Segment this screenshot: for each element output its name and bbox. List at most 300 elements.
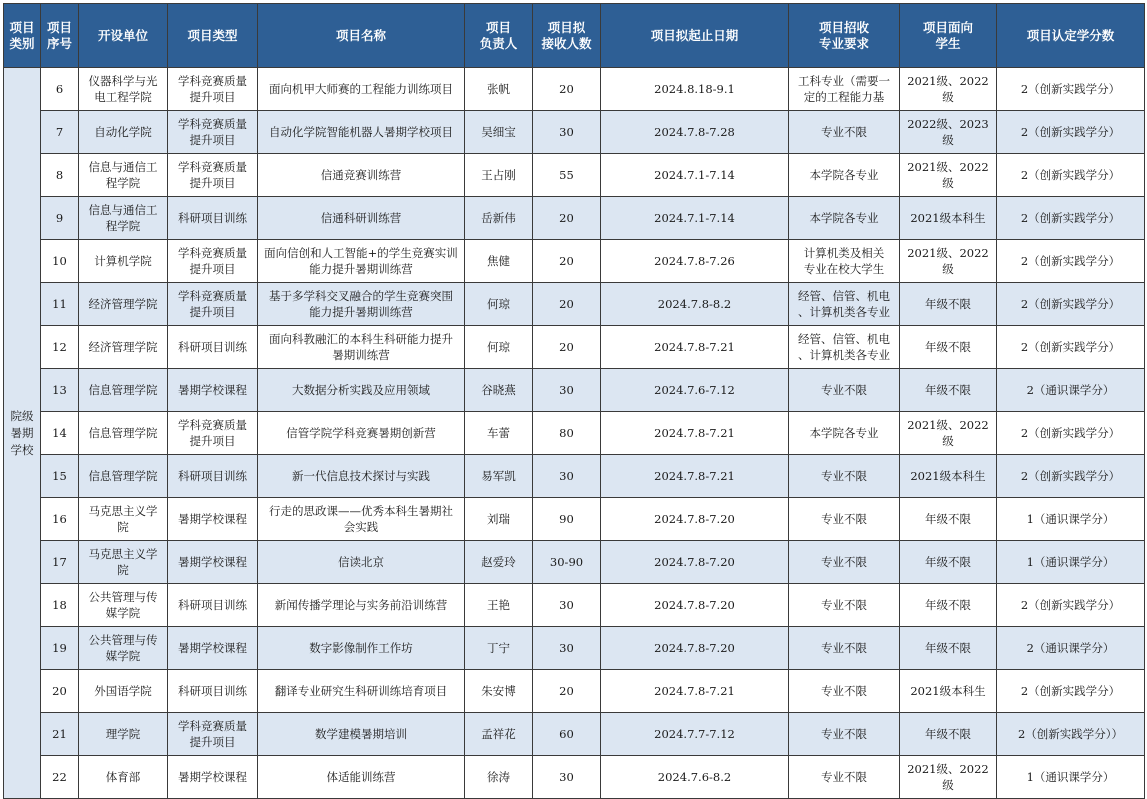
project-unit: 自动化学院 — [94, 125, 152, 139]
project-capacity: 30 — [559, 770, 574, 784]
project-number-cell — [41, 541, 79, 584]
header-dates: 项目拟起止日期 — [601, 4, 789, 68]
project-unit-cell — [79, 498, 168, 541]
project-type-cell — [168, 455, 258, 498]
project-name-cell — [258, 412, 465, 455]
project-target-students-cell — [900, 68, 997, 111]
project-credits: 2（创新实践学分） — [1020, 340, 1121, 354]
project-number-cell — [41, 756, 79, 799]
project-leader-cell — [465, 240, 533, 283]
project-dates-cell — [601, 240, 789, 283]
project-number: 6 — [55, 82, 64, 96]
project-capacity: 20 — [559, 297, 574, 311]
project-leader-cell — [465, 713, 533, 756]
project-name: 面向机甲大师赛的工程能力训练项目 — [269, 82, 453, 96]
project-name: 信通科研训练营 — [320, 211, 402, 225]
project-credits: 2（创新实践学分） — [1020, 684, 1121, 698]
table-row — [4, 68, 1145, 111]
project-number: 16 — [52, 512, 67, 526]
project-major-requirement-cell — [789, 541, 900, 584]
project-dates: 2024.7.8-7.20 — [654, 641, 735, 655]
project-unit-cell — [79, 240, 168, 283]
project-target-students: 2021级、2022级 — [907, 761, 989, 792]
project-type: 暑期学校课程 — [178, 555, 247, 569]
project-credits-cell — [997, 412, 1145, 455]
project-leader-cell — [465, 756, 533, 799]
project-major-requirement: 专业不限 — [821, 641, 867, 655]
project-dates: 2024.7.1-7.14 — [654, 168, 735, 182]
project-unit-cell — [79, 111, 168, 154]
project-number: 14 — [52, 426, 67, 440]
header-major-requirement: 项目招收 专业要求 — [789, 4, 900, 68]
project-dates-cell — [601, 369, 789, 412]
project-unit: 经济管理学院 — [88, 297, 158, 311]
project-target-students: 年级不限 — [925, 383, 971, 397]
table-row — [4, 541, 1145, 584]
project-name-cell — [258, 541, 465, 584]
project-credits: 2（创新实践学分） — [1020, 168, 1121, 182]
project-capacity-cell — [533, 756, 601, 799]
project-number: 7 — [55, 125, 64, 139]
project-number: 12 — [52, 340, 67, 354]
project-major-requirement-cell — [789, 498, 900, 541]
project-leader: 焦健 — [487, 254, 510, 268]
project-unit-cell — [79, 455, 168, 498]
project-capacity-cell — [533, 498, 601, 541]
project-unit: 信息管理学院 — [88, 383, 158, 397]
project-leader-cell — [465, 498, 533, 541]
project-unit-cell — [79, 412, 168, 455]
project-credits-cell — [997, 111, 1145, 154]
project-name-cell — [258, 713, 465, 756]
project-target-students: 2021级、2022级 — [907, 159, 989, 190]
project-dates-cell — [601, 498, 789, 541]
project-number-cell — [41, 154, 79, 197]
project-capacity-cell — [533, 154, 601, 197]
project-credits: 2（创新实践学分） — [1020, 125, 1121, 139]
project-number: 10 — [52, 254, 67, 268]
project-unit: 公共管理与传 媒学院 — [88, 633, 158, 663]
project-unit-cell — [79, 326, 168, 369]
project-dates-cell — [601, 412, 789, 455]
project-name-cell — [258, 197, 465, 240]
project-unit-cell — [79, 197, 168, 240]
project-unit: 马克思主义学 院 — [88, 504, 158, 534]
project-type: 学科竞赛质量 提升项目 — [178, 418, 247, 448]
project-target-students: 年级不限 — [925, 727, 971, 741]
project-leader: 岳新伟 — [481, 211, 516, 225]
project-target-students: 2022级、2023级 — [907, 116, 989, 147]
project-leader: 谷晓燕 — [481, 383, 516, 397]
project-dates-cell — [601, 326, 789, 369]
project-name: 自动化学院智能机器人暑期学校项目 — [269, 125, 453, 139]
project-credits-cell — [997, 68, 1145, 111]
project-credits-cell — [997, 197, 1145, 240]
project-type-cell — [168, 369, 258, 412]
project-unit: 仪器科学与光 电工程学院 — [88, 74, 158, 104]
project-number-cell — [41, 412, 79, 455]
project-name: 信通竞赛训练营 — [320, 168, 402, 182]
project-leader: 刘瑞 — [487, 512, 510, 526]
project-credits-cell — [997, 369, 1145, 412]
project-unit: 信息与通信工 程学院 — [88, 160, 158, 190]
project-major-requirement: 本学院各专业 — [809, 426, 879, 440]
project-leader-cell — [465, 412, 533, 455]
project-credits-cell — [997, 541, 1145, 584]
project-capacity-cell — [533, 455, 601, 498]
project-name-cell — [258, 584, 465, 627]
project-major-requirement-cell — [789, 240, 900, 283]
project-type-cell — [168, 111, 258, 154]
project-unit: 外国语学院 — [94, 684, 152, 698]
project-capacity-cell — [533, 283, 601, 326]
project-target-students-cell — [900, 670, 997, 713]
project-credits-cell — [997, 670, 1145, 713]
project-unit: 信息与通信工 程学院 — [88, 203, 158, 233]
project-major-requirement: 专业不限 — [821, 125, 867, 139]
project-dates-cell — [601, 541, 789, 584]
project-capacity: 30 — [559, 598, 574, 612]
project-number-cell — [41, 498, 79, 541]
header-leader: 项目 负责人 — [465, 4, 533, 68]
header-category: 项目 类别 — [4, 4, 41, 68]
project-capacity-cell — [533, 627, 601, 670]
project-name: 新一代信息技术探讨与实践 — [292, 469, 430, 483]
project-name: 数字影像制作工作坊 — [309, 641, 413, 655]
project-leader-cell — [465, 154, 533, 197]
project-number: 19 — [52, 641, 67, 655]
project-name: 行走的思政课——优秀本科生暑期社 会实践 — [269, 504, 453, 534]
table-row — [4, 627, 1145, 670]
project-credits: 2（创新实践学分） — [1020, 469, 1121, 483]
project-major-requirement-cell — [789, 670, 900, 713]
project-type: 科研项目训练 — [178, 340, 247, 354]
project-unit: 公共管理与传 媒学院 — [88, 590, 158, 620]
project-name-cell — [258, 240, 465, 283]
project-major-requirement-cell — [789, 369, 900, 412]
project-target-students-cell — [900, 455, 997, 498]
header-credits: 项目认定学分数 — [997, 4, 1145, 68]
project-credits: 2（通识课学分） — [1026, 641, 1115, 655]
project-dates: 2024.7.8-7.20 — [654, 512, 735, 526]
project-major-requirement-cell — [789, 627, 900, 670]
project-leader-cell — [465, 455, 533, 498]
project-capacity-cell — [533, 670, 601, 713]
project-capacity: 90 — [559, 512, 574, 526]
project-credits-cell — [997, 240, 1145, 283]
project-major-requirement-cell — [789, 412, 900, 455]
project-name-cell — [258, 498, 465, 541]
project-unit-cell — [79, 627, 168, 670]
project-target-students-cell — [900, 713, 997, 756]
project-dates: 2024.7.6-8.2 — [657, 770, 732, 784]
project-leader: 孟祥花 — [481, 727, 516, 741]
project-capacity-cell — [533, 713, 601, 756]
project-capacity: 20 — [559, 211, 574, 225]
header-number: 项目 序号 — [41, 4, 79, 68]
project-unit-cell — [79, 713, 168, 756]
project-target-students: 年级不限 — [925, 598, 971, 612]
project-name: 数学建模暑期培训 — [315, 727, 407, 741]
project-major-requirement: 专业不限 — [821, 684, 867, 698]
project-major-requirement-cell — [789, 111, 900, 154]
project-number-cell — [41, 369, 79, 412]
project-leader: 朱安博 — [481, 684, 516, 698]
project-target-students: 2021级、2022级 — [907, 417, 989, 448]
project-type-cell — [168, 197, 258, 240]
project-leader-cell — [465, 670, 533, 713]
project-capacity: 30 — [559, 469, 574, 483]
project-type-cell — [168, 240, 258, 283]
project-name: 翻译专业研究生科研训练培育项目 — [274, 684, 448, 698]
table-row — [4, 240, 1145, 283]
project-category: 院级 暑期 学校 — [4, 68, 41, 799]
project-target-students: 年级不限 — [925, 297, 971, 311]
project-target-students-cell — [900, 326, 997, 369]
project-capacity: 20 — [559, 254, 574, 268]
project-capacity: 30 — [559, 641, 574, 655]
project-target-students-cell — [900, 197, 997, 240]
project-target-students: 年级不限 — [925, 641, 971, 655]
project-number: 20 — [52, 684, 67, 698]
project-type-cell — [168, 326, 258, 369]
project-dates: 2024.7.8-7.28 — [654, 125, 735, 139]
project-number-cell — [41, 111, 79, 154]
project-credits: 1（通识课学分） — [1026, 770, 1115, 784]
project-leader-cell — [465, 541, 533, 584]
project-capacity: 20 — [559, 82, 574, 96]
project-credits: 2（创新实践学分） — [1020, 211, 1121, 225]
project-leader-cell — [465, 68, 533, 111]
project-target-students-cell — [900, 498, 997, 541]
project-target-students: 2021级本科生 — [910, 211, 986, 225]
project-type: 学科竞赛质量 提升项目 — [178, 117, 247, 147]
project-capacity: 20 — [559, 684, 574, 698]
project-type-cell — [168, 584, 258, 627]
project-target-students-cell — [900, 111, 997, 154]
summer-school-project-table — [3, 3, 1145, 799]
project-leader: 王艳 — [487, 598, 510, 612]
project-type-cell — [168, 541, 258, 584]
project-major-requirement: 工科专业（需要一 定的工程能力基 — [798, 73, 890, 104]
project-major-requirement-cell — [789, 713, 900, 756]
project-major-requirement-cell — [789, 584, 900, 627]
project-type: 暑期学校课程 — [178, 383, 247, 397]
project-type: 科研项目训练 — [178, 211, 247, 225]
project-capacity-cell — [533, 584, 601, 627]
project-major-requirement: 计算机类及相关 专业在校大学生 — [803, 246, 885, 276]
project-dates-cell — [601, 111, 789, 154]
project-leader: 赵爱玲 — [481, 555, 516, 569]
project-type-cell — [168, 756, 258, 799]
project-number: 22 — [52, 770, 67, 784]
project-type-cell — [168, 498, 258, 541]
project-credits: 2（创新实践学分） — [1020, 254, 1121, 268]
project-number: 17 — [52, 555, 67, 569]
project-leader: 张帆 — [487, 82, 510, 96]
project-dates: 2024.8.18-9.1 — [654, 82, 735, 96]
project-capacity: 20 — [559, 340, 574, 354]
project-name-cell — [258, 68, 465, 111]
project-leader-cell — [465, 584, 533, 627]
project-credits: 2（创新实践学分） — [1020, 426, 1121, 440]
project-major-requirement: 专业不限 — [821, 770, 867, 784]
project-type-cell — [168, 68, 258, 111]
project-dates: 2024.7.8-7.21 — [654, 340, 735, 354]
project-credits-cell — [997, 756, 1145, 799]
project-target-students: 年级不限 — [925, 512, 971, 526]
project-leader-cell — [465, 326, 533, 369]
project-capacity: 30 — [559, 383, 574, 397]
project-leader-cell — [465, 283, 533, 326]
project-credits: 1（通识课学分） — [1026, 512, 1115, 526]
project-target-students: 2021级、2022级 — [907, 73, 989, 104]
project-major-requirement-cell — [789, 154, 900, 197]
project-name: 信管学院学科竞赛暑期创新营 — [286, 426, 436, 440]
project-unit: 经济管理学院 — [88, 340, 158, 354]
project-type: 科研项目训练 — [178, 469, 247, 483]
project-unit-cell — [79, 369, 168, 412]
project-major-requirement: 专业不限 — [821, 598, 867, 612]
project-unit: 马克思主义学 院 — [88, 547, 158, 577]
project-capacity-cell — [533, 326, 601, 369]
project-unit-cell — [79, 756, 168, 799]
table-row — [4, 154, 1145, 197]
project-capacity-cell — [533, 369, 601, 412]
project-number-cell — [41, 584, 79, 627]
table-header-row — [4, 4, 1145, 68]
project-capacity: 60 — [559, 727, 574, 741]
project-credits: 2（创新实践学分）） — [1017, 727, 1124, 741]
project-name: 新闻传播学理论与实务前沿训练营 — [274, 598, 448, 612]
project-type: 暑期学校课程 — [178, 512, 247, 526]
project-dates: 2024.7.8-7.21 — [654, 426, 735, 440]
project-number: 9 — [55, 211, 64, 225]
project-type: 暑期学校课程 — [178, 641, 247, 655]
table-row — [4, 756, 1145, 799]
project-number-cell — [41, 326, 79, 369]
table-body — [4, 68, 1145, 799]
project-dates-cell — [601, 627, 789, 670]
project-name-cell — [258, 627, 465, 670]
project-target-students: 2021级本科生 — [910, 469, 986, 483]
project-dates: 2024.7.7-7.12 — [654, 727, 735, 741]
project-unit-cell — [79, 670, 168, 713]
project-name-cell — [258, 111, 465, 154]
project-credits-cell — [997, 498, 1145, 541]
table-row — [4, 197, 1145, 240]
header-unit: 开设单位 — [79, 4, 168, 68]
project-credits-cell — [997, 283, 1145, 326]
project-major-requirement: 本学院各专业 — [809, 168, 879, 182]
project-number-cell — [41, 627, 79, 670]
project-target-students: 2021级、2022级 — [907, 245, 989, 276]
project-credits: 2（创新实践学分） — [1020, 297, 1121, 311]
project-name-cell — [258, 154, 465, 197]
project-type-cell — [168, 713, 258, 756]
project-major-requirement: 专业不限 — [821, 469, 867, 483]
project-type: 学科竞赛质量 提升项目 — [178, 719, 247, 749]
project-target-students-cell — [900, 412, 997, 455]
project-dates-cell — [601, 455, 789, 498]
header-name: 项目名称 — [258, 4, 465, 68]
project-unit-cell — [79, 283, 168, 326]
project-leader: 徐涛 — [487, 770, 510, 784]
project-dates-cell — [601, 670, 789, 713]
project-name: 基于多学科交叉融合的学生竞赛突围 能力提升暑期训练营 — [269, 289, 453, 319]
project-name: 面向信创和人工智能+的学生竞赛实训 能力提升暑期训练营 — [264, 246, 458, 276]
project-major-requirement: 经管、信管、机电 、计算机类各专业 — [798, 289, 890, 319]
project-target-students-cell — [900, 283, 997, 326]
project-major-requirement-cell — [789, 68, 900, 111]
project-capacity-cell — [533, 197, 601, 240]
project-leader: 易军凯 — [481, 469, 516, 483]
project-name: 面向科教融汇的本科生科研能力提升 暑期训练营 — [269, 332, 453, 362]
project-major-requirement-cell — [789, 283, 900, 326]
project-credits-cell — [997, 154, 1145, 197]
project-dates: 2024.7.6-7.12 — [654, 383, 735, 397]
project-unit: 体育部 — [105, 770, 141, 784]
project-number: 21 — [52, 727, 67, 741]
project-major-requirement: 专业不限 — [821, 555, 867, 569]
table-row — [4, 111, 1145, 154]
project-number: 11 — [52, 297, 67, 311]
project-leader-cell — [465, 197, 533, 240]
project-target-students-cell — [900, 627, 997, 670]
project-number-cell — [41, 455, 79, 498]
project-credits-cell — [997, 326, 1145, 369]
project-type-cell — [168, 283, 258, 326]
project-number-cell — [41, 713, 79, 756]
project-type: 科研项目训练 — [178, 684, 247, 698]
project-dates-cell — [601, 197, 789, 240]
project-leader-cell — [465, 369, 533, 412]
header-type: 项目类型 — [168, 4, 258, 68]
project-number-cell — [41, 283, 79, 326]
project-leader-cell — [465, 627, 533, 670]
project-number-cell — [41, 197, 79, 240]
project-type: 科研项目训练 — [178, 598, 247, 612]
table-row — [4, 713, 1145, 756]
project-major-requirement-cell — [789, 197, 900, 240]
project-major-requirement: 专业不限 — [821, 383, 867, 397]
project-dates-cell — [601, 584, 789, 627]
project-dates-cell — [601, 283, 789, 326]
project-unit: 计算机学院 — [94, 254, 152, 268]
project-type-cell — [168, 412, 258, 455]
table-row — [4, 412, 1145, 455]
project-credits: 2（创新实践学分） — [1020, 598, 1121, 612]
project-target-students-cell — [900, 154, 997, 197]
header-capacity: 项目拟 接收人数 — [533, 4, 601, 68]
project-unit-cell — [79, 154, 168, 197]
table-row — [4, 498, 1145, 541]
table-row — [4, 283, 1145, 326]
project-name: 体适能训练营 — [326, 770, 396, 784]
project-unit: 理学院 — [105, 727, 141, 741]
project-name-cell — [258, 455, 465, 498]
project-capacity: 80 — [559, 426, 574, 440]
project-major-requirement: 本学院各专业 — [809, 211, 879, 225]
project-name: 大数据分析实践及应用领域 — [292, 383, 430, 397]
project-dates: 2024.7.1-7.14 — [654, 211, 735, 225]
project-number: 8 — [55, 168, 64, 182]
project-target-students-cell — [900, 756, 997, 799]
project-type-cell — [168, 670, 258, 713]
project-leader-cell — [465, 111, 533, 154]
project-type: 学科竞赛质量 提升项目 — [178, 246, 247, 276]
project-capacity: 55 — [559, 168, 574, 182]
